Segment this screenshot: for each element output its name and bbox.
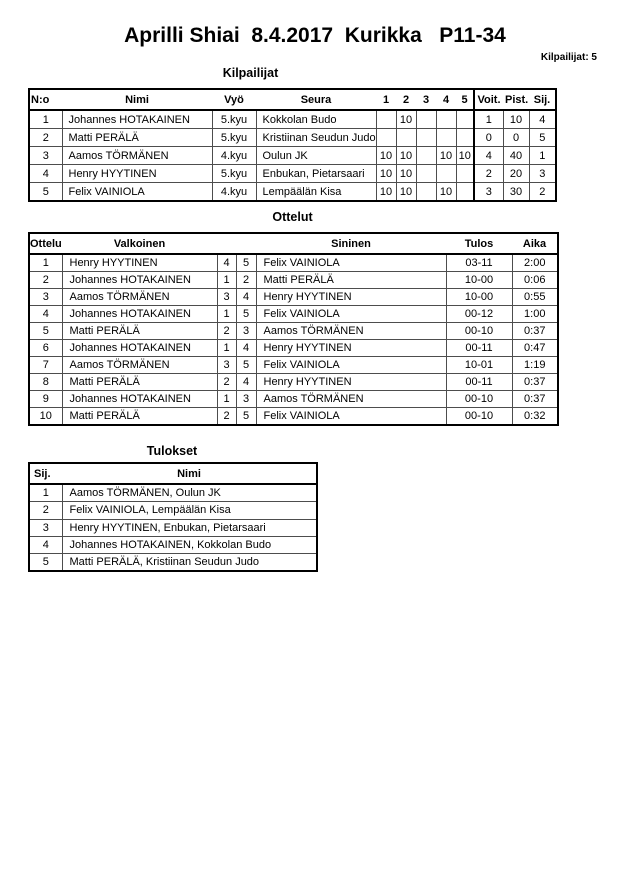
table-cell [456,183,474,202]
table-row [29,391,558,408]
table-cell: 2 [217,323,236,340]
table-header-row [29,89,556,110]
table-cell: Johannes HOTAKAINEN [62,391,217,408]
table-cell: 10 [396,147,416,165]
table-cell: 4 [236,374,256,391]
table-cell: 5 [29,323,62,340]
table-cell: Lempäälän Kisa [256,183,376,202]
table-cell [436,129,456,147]
table-cell: 1 [217,391,236,408]
table-cell: 5.kyu [212,129,256,147]
table-cell: 10 [503,110,529,129]
table-row [29,502,317,519]
table-row [29,323,558,340]
table-cell: 3 [474,183,503,202]
table-cell: 00-10 [446,323,512,340]
table-cell: 4 [474,147,503,165]
table-cell: 00-11 [446,340,512,357]
table-cell: Oulun JK [256,147,376,165]
table-cell: 4 [29,306,62,323]
table-cell: Felix VAINIOLA [62,183,212,202]
table-cell: 5 [29,554,62,572]
table-cell: 5.kyu [212,165,256,183]
table-cell: 1 [217,340,236,357]
header-cell: Sininen [256,233,446,254]
table-cell: Henry HYYTINEN [62,254,217,272]
table-cell: 4 [29,165,62,183]
table-header-row [29,463,317,484]
table-cell: 10 [29,408,62,426]
table-cell: 0:06 [512,272,558,289]
table-cell: Johannes HOTAKAINEN [62,340,217,357]
table-cell [456,165,474,183]
table-cell: Matti PERÄLÄ [62,374,217,391]
table-cell: 20 [503,165,529,183]
table-cell: Henry HYYTINEN [256,340,446,357]
table-cell: 1 [217,272,236,289]
table-cell: 2 [217,408,236,426]
table-cell: Matti PERÄLÄ [62,408,217,426]
header-cell: 3 [416,89,436,110]
table-cell: Aamos TÖRMÄNEN, Oulun JK [62,484,317,502]
table-cell: 4 [236,289,256,306]
table-cell: Henry HYYTINEN, Enbukan, Pietarsaari [62,519,317,536]
table-cell: Henry HYYTINEN [62,165,212,183]
table-cell: 10-00 [446,272,512,289]
table-cell: 3 [29,519,62,536]
table-cell: 1 [29,484,62,502]
table-cell: 3 [236,323,256,340]
table-cell: 10 [376,147,396,165]
table-cell: 0:37 [512,323,558,340]
table-cell: 0 [474,129,503,147]
table-cell [456,110,474,129]
table-cell: 2 [29,272,62,289]
table-cell: 0 [503,129,529,147]
table-cell: Felix VAINIOLA [256,306,446,323]
table-cell: 8 [29,374,62,391]
table-cell: 10 [436,183,456,202]
header-cell: Sij. [529,89,556,110]
table-header-row [29,233,558,254]
table-cell: 0:37 [512,374,558,391]
table-cell [416,110,436,129]
table-cell [376,129,396,147]
table-cell: 10-01 [446,357,512,374]
table-cell: 5 [236,306,256,323]
table-cell: 0:37 [512,391,558,408]
table-row [29,340,558,357]
table-cell: 3 [236,391,256,408]
table-cell: Johannes HOTAKAINEN [62,272,217,289]
results-table [28,462,318,572]
table-row [29,306,558,323]
table-cell: 00-11 [446,374,512,391]
header-cell: Aika [512,233,558,254]
table-cell: 10 [436,147,456,165]
table-cell: Kristiinan Seudun Judo [256,129,376,147]
table-cell: 9 [29,391,62,408]
table-cell: 30 [503,183,529,202]
participants-count-note: Kilpailijat: 5 [540,52,597,63]
section-title-matches: Ottelut [272,210,313,224]
header-cell: Pist. [503,89,529,110]
table-cell: 5 [236,357,256,374]
table-cell: 7 [29,357,62,374]
table-cell: 3 [217,357,236,374]
header-cell: Valkoinen [62,233,217,254]
table-cell: 0:55 [512,289,558,306]
table-cell: 4 [236,340,256,357]
table-row [29,129,556,147]
header-cell: 2 [396,89,416,110]
table-row [29,110,556,129]
table-cell: Aamos TÖRMÄNEN [256,391,446,408]
table-row [29,183,556,202]
table-cell: 1:19 [512,357,558,374]
table-cell: 00-10 [446,391,512,408]
page-title: Aprilli Shiai 8.4.2017 Kurikka P11-34 [124,24,506,47]
table-cell: 3 [529,165,556,183]
header-cell: 1 [376,89,396,110]
table-cell: 3 [217,289,236,306]
table-cell [376,110,396,129]
table-cell [436,165,456,183]
table-cell: 5.kyu [212,110,256,129]
table-cell: 1:00 [512,306,558,323]
table-cell: Matti PERÄLÄ, Kristiinan Seudun Judo [62,554,317,572]
table-cell: 00-10 [446,408,512,426]
table-cell [416,147,436,165]
table-cell: 5 [236,408,256,426]
table-cell: 2:00 [512,254,558,272]
header-cell: 5 [456,89,474,110]
table-row [29,357,558,374]
table-row [29,554,317,572]
table-row [29,519,317,536]
table-cell [436,110,456,129]
table-cell: 4 [529,110,556,129]
table-cell: 10 [396,165,416,183]
table-cell: 5 [236,254,256,272]
header-cell: Ottelu [29,233,62,254]
table-cell: 40 [503,147,529,165]
table-cell [416,165,436,183]
table-cell [456,129,474,147]
table-cell [416,129,436,147]
header-cell: Vyö [212,89,256,110]
table-cell: 1 [29,110,62,129]
header-cell: Tulos [446,233,512,254]
table-row [29,374,558,391]
table-cell: Henry HYYTINEN [256,374,446,391]
table-cell: Aamos TÖRMÄNEN [62,357,217,374]
header-cell: Seura [256,89,376,110]
table-cell [416,183,436,202]
table-cell: 3 [29,147,62,165]
table-cell: 3 [29,289,62,306]
table-cell: 10 [396,110,416,129]
table-cell: 00-12 [446,306,512,323]
table-cell: Kokkolan Budo [256,110,376,129]
table-cell: 2 [236,272,256,289]
table-cell: Enbukan, Pietarsaari [256,165,376,183]
table-cell: 2 [29,502,62,519]
table-cell: Aamos TÖRMÄNEN [62,147,212,165]
table-cell: 1 [29,254,62,272]
matches-table [28,232,559,426]
header-cell: N:o [29,89,62,110]
table-cell: 0:32 [512,408,558,426]
competitors-table [28,88,557,202]
table-cell: Felix VAINIOLA, Lempäälän Kisa [62,502,317,519]
section-title-competitors: Kilpailijat [222,66,279,80]
table-cell: 03-11 [446,254,512,272]
header-cell: Nimi [62,89,212,110]
table-cell: 10 [376,183,396,202]
table-cell: 1 [217,306,236,323]
table-cell: 4.kyu [212,183,256,202]
table-cell: Matti PERÄLÄ [62,129,212,147]
table-cell [396,129,416,147]
table-cell: 10 [396,183,416,202]
table-cell: Johannes HOTAKAINEN, Kokkolan Budo [62,536,317,553]
table-cell: 4 [217,254,236,272]
table-cell: 2 [529,183,556,202]
table-cell: 4 [29,536,62,553]
header-cell: Voit. [474,89,503,110]
header-cell [217,233,236,254]
table-cell: 4.kyu [212,147,256,165]
table-row [29,147,556,165]
table-row [29,536,317,553]
table-row [29,289,558,306]
table-row [29,254,558,272]
table-cell: Felix VAINIOLA [256,408,446,426]
table-cell: Matti PERÄLÄ [256,272,446,289]
table-cell: 2 [217,374,236,391]
header-cell: Sij. [29,463,62,484]
table-cell: 10 [456,147,474,165]
table-row [29,408,558,426]
table-cell: Johannes HOTAKAINEN [62,306,217,323]
table-cell: 1 [529,147,556,165]
table-cell: 10 [376,165,396,183]
table-row [29,165,556,183]
header-cell: Nimi [62,463,317,484]
table-cell: 0:47 [512,340,558,357]
table-cell: Matti PERÄLÄ [62,323,217,340]
table-row [29,272,558,289]
table-cell: 2 [474,165,503,183]
table-cell: Aamos TÖRMÄNEN [256,323,446,340]
table-cell: 6 [29,340,62,357]
header-cell [236,233,256,254]
table-cell: 10-00 [446,289,512,306]
table-cell: 5 [29,183,62,202]
section-title-results: Tulokset [146,444,198,458]
table-row [29,484,317,502]
table-cell: 2 [29,129,62,147]
header-cell: 4 [436,89,456,110]
table-cell: Aamos TÖRMÄNEN [62,289,217,306]
table-cell: Johannes HOTAKAINEN [62,110,212,129]
table-cell: Henry HYYTINEN [256,289,446,306]
table-cell: 5 [529,129,556,147]
table-cell: 1 [474,110,503,129]
table-cell: Felix VAINIOLA [256,254,446,272]
table-cell: Felix VAINIOLA [256,357,446,374]
